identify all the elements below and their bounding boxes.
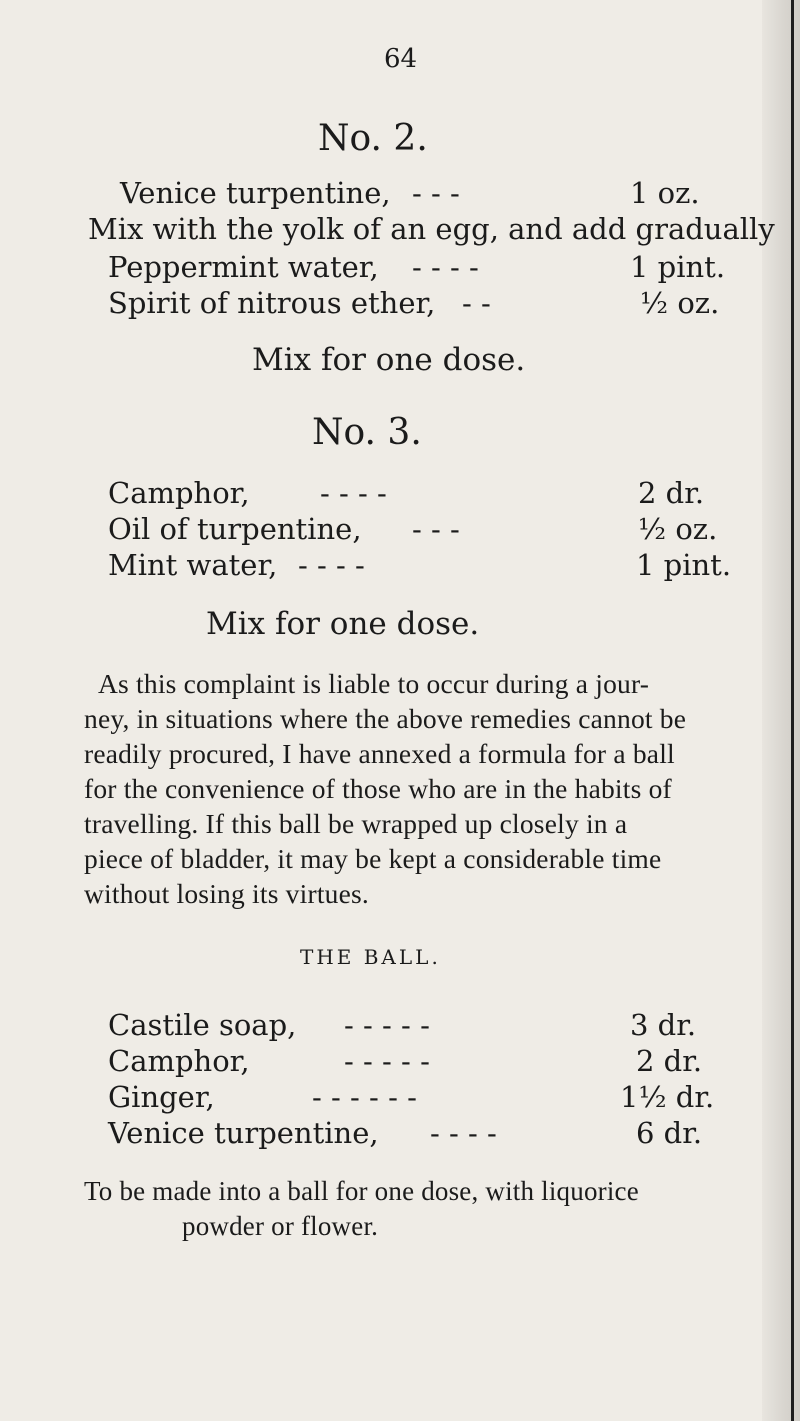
page-number: 64 (384, 44, 418, 74)
recipe-2-ingredient-amount: 1 oz. (630, 176, 700, 210)
recipe-2-ingredient-dashes: - - (462, 286, 491, 320)
ball-ingredient-dashes: - - - - - (344, 1044, 430, 1078)
ball-heading: THE BALL. (300, 945, 441, 969)
recipe-3-heading: No. 3. (312, 412, 422, 453)
ball-ingredient-amount: 6 dr. (636, 1116, 703, 1150)
ball-closing-line: powder or flower. (182, 1211, 379, 1241)
paragraph-line: without losing its virtues. (84, 878, 369, 909)
paragraph-line: piece of bladder, it may be kept a considerable time (84, 843, 662, 874)
paragraph-line: readily procured, I have annexed a formula for a ball (84, 738, 675, 769)
paragraph-line: As this complaint is liable to occur during a jour- (98, 668, 650, 699)
ball-ingredient-name: Castile soap, (108, 1008, 297, 1042)
ball-ingredient-amount: 2 dr. (636, 1044, 703, 1078)
recipe-2-ingredient-dashes: - - - (412, 176, 460, 210)
recipe-2-instruction: Mix with the yolk of an egg, and add gradually (88, 212, 775, 246)
ball-closing-line: To be made into a ball for one dose, with liquorice (84, 1176, 639, 1206)
recipe-2-ingredient-amount: 1 pint. (630, 250, 726, 284)
recipe-3-ingredient-name: Camphor, (108, 476, 250, 510)
ball-ingredient-name: Venice turpentine, (108, 1116, 379, 1150)
ball-ingredient-name: Ginger, (108, 1080, 215, 1114)
recipe-2-ingredient-name: Peppermint water, (108, 250, 379, 284)
recipe-3-ingredient-dashes: - - - (412, 512, 460, 546)
ball-ingredient-name: Camphor, (108, 1044, 250, 1078)
recipe-3-ingredient-name: Mint water, (108, 548, 278, 582)
recipe-3-ingredient-dashes: - - - - (320, 476, 387, 510)
ball-ingredient-dashes: - - - - - - (312, 1080, 417, 1114)
recipe-3-ingredient-amount: 2 dr. (638, 476, 705, 510)
recipe-2-footer: Mix for one dose. (252, 342, 526, 378)
paragraph-line: for the convenience of those who are in the habits of (84, 773, 672, 804)
paragraph-line: ney, in situations where the above remedies cannot be (84, 703, 687, 734)
recipe-3-ingredient-amount: ½ oz. (638, 512, 718, 546)
recipe-3-ingredient-amount: 1 pint. (636, 548, 732, 582)
ball-ingredient-dashes: - - - - (430, 1116, 497, 1150)
ball-ingredient-dashes: - - - - - (344, 1008, 430, 1042)
recipe-2-heading: No. 2. (318, 118, 428, 159)
ball-ingredient-amount: 1½ dr. (620, 1080, 715, 1114)
paragraph-line: travelling. If this ball be wrapped up closely in a (84, 808, 628, 839)
recipe-3-ingredient-dashes: - - - - (298, 548, 365, 582)
recipe-2-ingredient-name: Venice turpentine, (120, 176, 391, 210)
recipe-2-ingredient-amount: ½ oz. (640, 286, 720, 320)
ball-ingredient-amount: 3 dr. (630, 1008, 697, 1042)
recipe-2-ingredient-dashes: - - - - (412, 250, 479, 284)
page-edge-line (791, 0, 794, 1421)
recipe-3-ingredient-name: Oil of turpentine, (108, 512, 362, 546)
recipe-2-ingredient-name: Spirit of nitrous ether, (108, 286, 436, 320)
recipe-3-footer: Mix for one dose. (206, 606, 480, 642)
